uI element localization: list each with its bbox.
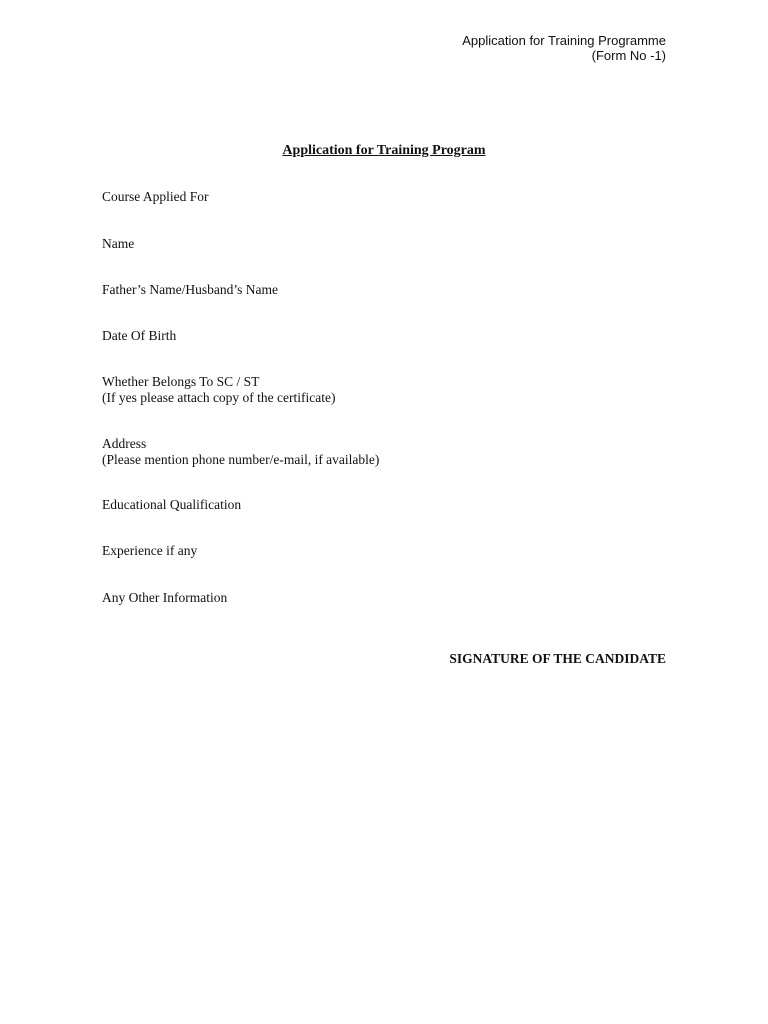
form-header-title: Application for Training Programme	[462, 33, 666, 48]
field-address	[102, 436, 379, 468]
signature-label: SIGNATURE OF THE CANDIDATE	[449, 651, 666, 666]
field-label: Date Of Birth	[102, 328, 177, 343]
field-label: Any Other Information	[102, 590, 228, 605]
field-note: (Please mention phone number/e-mail, if available)	[102, 452, 380, 467]
field-educational-qualification	[102, 497, 241, 513]
field-label: Father’s Name/Husband’s Name	[102, 282, 278, 297]
field-experience	[102, 543, 197, 559]
field-course-applied-for	[102, 189, 209, 205]
field-label: Course Applied For	[102, 189, 209, 204]
field-label: Whether Belongs To SC / ST	[102, 374, 260, 389]
field-note: (If yes please attach copy of the certificate)	[102, 390, 336, 405]
form-number: (Form No -1)	[591, 48, 666, 63]
field-father-husband-name	[102, 282, 278, 298]
field-sc-st	[102, 374, 336, 406]
field-label: Name	[102, 236, 135, 251]
field-label: Address	[102, 436, 147, 451]
field-date-of-birth	[102, 328, 176, 344]
field-other-information	[102, 590, 227, 606]
document-title: Application for Training Program	[282, 143, 486, 158]
field-name	[102, 236, 134, 252]
form-header	[462, 33, 666, 63]
field-label: Experience if any	[102, 543, 198, 558]
field-label: Educational Qualification	[102, 497, 242, 512]
